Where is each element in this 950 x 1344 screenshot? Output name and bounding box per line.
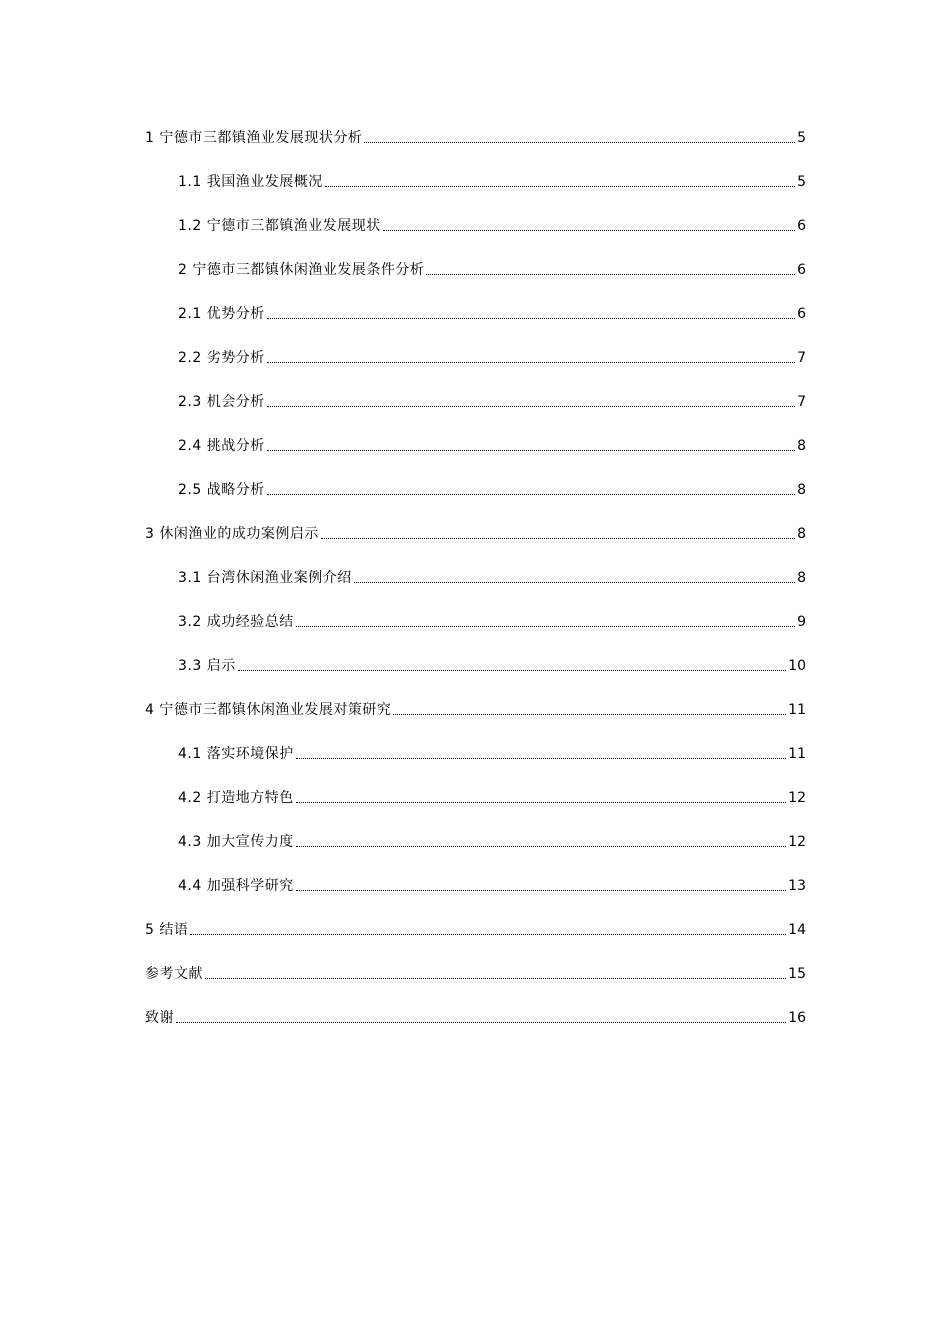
toc-entry-title: 1 宁德市三都镇渔业发展现状分析: [145, 130, 363, 146]
toc-entry[interactable]: [145, 918, 806, 940]
toc-entry-page: 7: [797, 394, 806, 410]
toc-dot-leader: [383, 230, 795, 231]
toc-entry[interactable]: [178, 786, 806, 808]
toc-entry-title: 1.2 宁德市三都镇渔业发展现状: [178, 218, 381, 234]
toc-dot-leader: [238, 670, 786, 671]
toc-entry-page: 5: [797, 174, 806, 190]
toc-dot-leader: [393, 714, 786, 715]
toc-entry-page: 6: [797, 306, 806, 322]
toc-entry-title: 3.1 台湾休闲渔业案例介绍: [178, 570, 352, 586]
toc-entry-title: 4.3 加大宣传力度: [178, 834, 294, 850]
toc-dot-leader: [205, 978, 786, 979]
toc-entry-page: 8: [797, 570, 806, 586]
toc-dot-leader: [296, 758, 786, 759]
toc-entry-page: 6: [797, 218, 806, 234]
toc-entry[interactable]: [145, 698, 806, 720]
toc-dot-leader: [321, 538, 795, 539]
toc-entry[interactable]: [178, 610, 806, 632]
toc-entry[interactable]: [178, 566, 806, 588]
toc-entry-page: 15: [788, 966, 806, 982]
toc-entry-title: 4.4 加强科学研究: [178, 878, 294, 894]
toc-dot-leader: [176, 1022, 786, 1023]
toc-entry-title: 2.2 劣势分析: [178, 350, 265, 366]
toc-entry-page: 11: [788, 746, 806, 762]
toc-entry[interactable]: [178, 434, 806, 456]
toc-entry-page: 14: [788, 922, 806, 938]
toc-entry[interactable]: [178, 346, 806, 368]
toc-entry[interactable]: [178, 302, 806, 324]
toc-entry-title: 3.3 启示: [178, 658, 236, 674]
toc-dot-leader: [354, 582, 795, 583]
toc-entry-title: 2.4 挑战分析: [178, 438, 265, 454]
toc-entry-page: 9: [797, 614, 806, 630]
toc-entry-page: 7: [797, 350, 806, 366]
toc-entry[interactable]: [178, 742, 806, 764]
toc-entry[interactable]: [145, 1006, 806, 1028]
toc-entry-page: 8: [797, 526, 806, 542]
toc-entry-page: 11: [788, 702, 806, 718]
toc-dot-leader: [296, 802, 786, 803]
toc-dot-leader: [364, 142, 795, 143]
toc-entry-page: 16: [788, 1010, 806, 1026]
toc-entry[interactable]: [178, 478, 806, 500]
toc-entry-title: 2.1 优势分析: [178, 306, 265, 322]
toc-entry[interactable]: [178, 830, 806, 852]
toc-dot-leader: [296, 626, 795, 627]
toc-entry-title: 4 宁德市三都镇休闲渔业发展对策研究: [145, 702, 392, 718]
toc-entry-title: 2 宁德市三都镇休闲渔业发展条件分析: [178, 262, 425, 278]
toc-entry-title: 4.1 落实环境保护: [178, 746, 294, 762]
toc-entry-page: 12: [788, 790, 806, 806]
toc-dot-leader: [325, 186, 795, 187]
toc-entry[interactable]: [178, 654, 806, 676]
toc-entry-title: 3 休闲渔业的成功案例启示: [145, 526, 319, 542]
toc-entry-page: 13: [788, 878, 806, 894]
toc-entry-page: 5: [797, 130, 806, 146]
toc-dot-leader: [267, 362, 795, 363]
toc-entry[interactable]: [145, 126, 806, 148]
toc-entry[interactable]: [178, 874, 806, 896]
toc-entry-title: 3.2 成功经验总结: [178, 614, 294, 630]
toc-entry-title: 4.2 打造地方特色: [178, 790, 294, 806]
toc-entry-title: 5 结语: [145, 922, 189, 938]
toc-entry-page: 6: [797, 262, 806, 278]
toc-entry[interactable]: [145, 962, 806, 984]
toc-dot-leader: [426, 274, 795, 275]
toc-entry-page: 8: [797, 438, 806, 454]
toc-dot-leader: [267, 450, 795, 451]
toc-entry-title: 致谢: [145, 1010, 174, 1026]
toc-entry-page: 8: [797, 482, 806, 498]
toc-dot-leader: [267, 494, 795, 495]
toc-dot-leader: [190, 934, 786, 935]
toc-entry[interactable]: [178, 258, 806, 280]
toc-dot-leader: [267, 406, 795, 407]
toc-entry[interactable]: [178, 390, 806, 412]
toc-entry[interactable]: [178, 214, 806, 236]
toc-dot-leader: [296, 846, 786, 847]
toc-entry-title: 参考文献: [145, 966, 203, 982]
toc-entry-page: 12: [788, 834, 806, 850]
toc-entry-title: 1.1 我国渔业发展概况: [178, 174, 323, 190]
toc-entry-title: 2.5 战略分析: [178, 482, 265, 498]
toc-entry[interactable]: [178, 170, 806, 192]
toc-dot-leader: [296, 890, 786, 891]
toc-entry[interactable]: [145, 522, 806, 544]
toc-entry-page: 10: [788, 658, 806, 674]
toc-entry-title: 2.3 机会分析: [178, 394, 265, 410]
toc-dot-leader: [267, 318, 795, 319]
